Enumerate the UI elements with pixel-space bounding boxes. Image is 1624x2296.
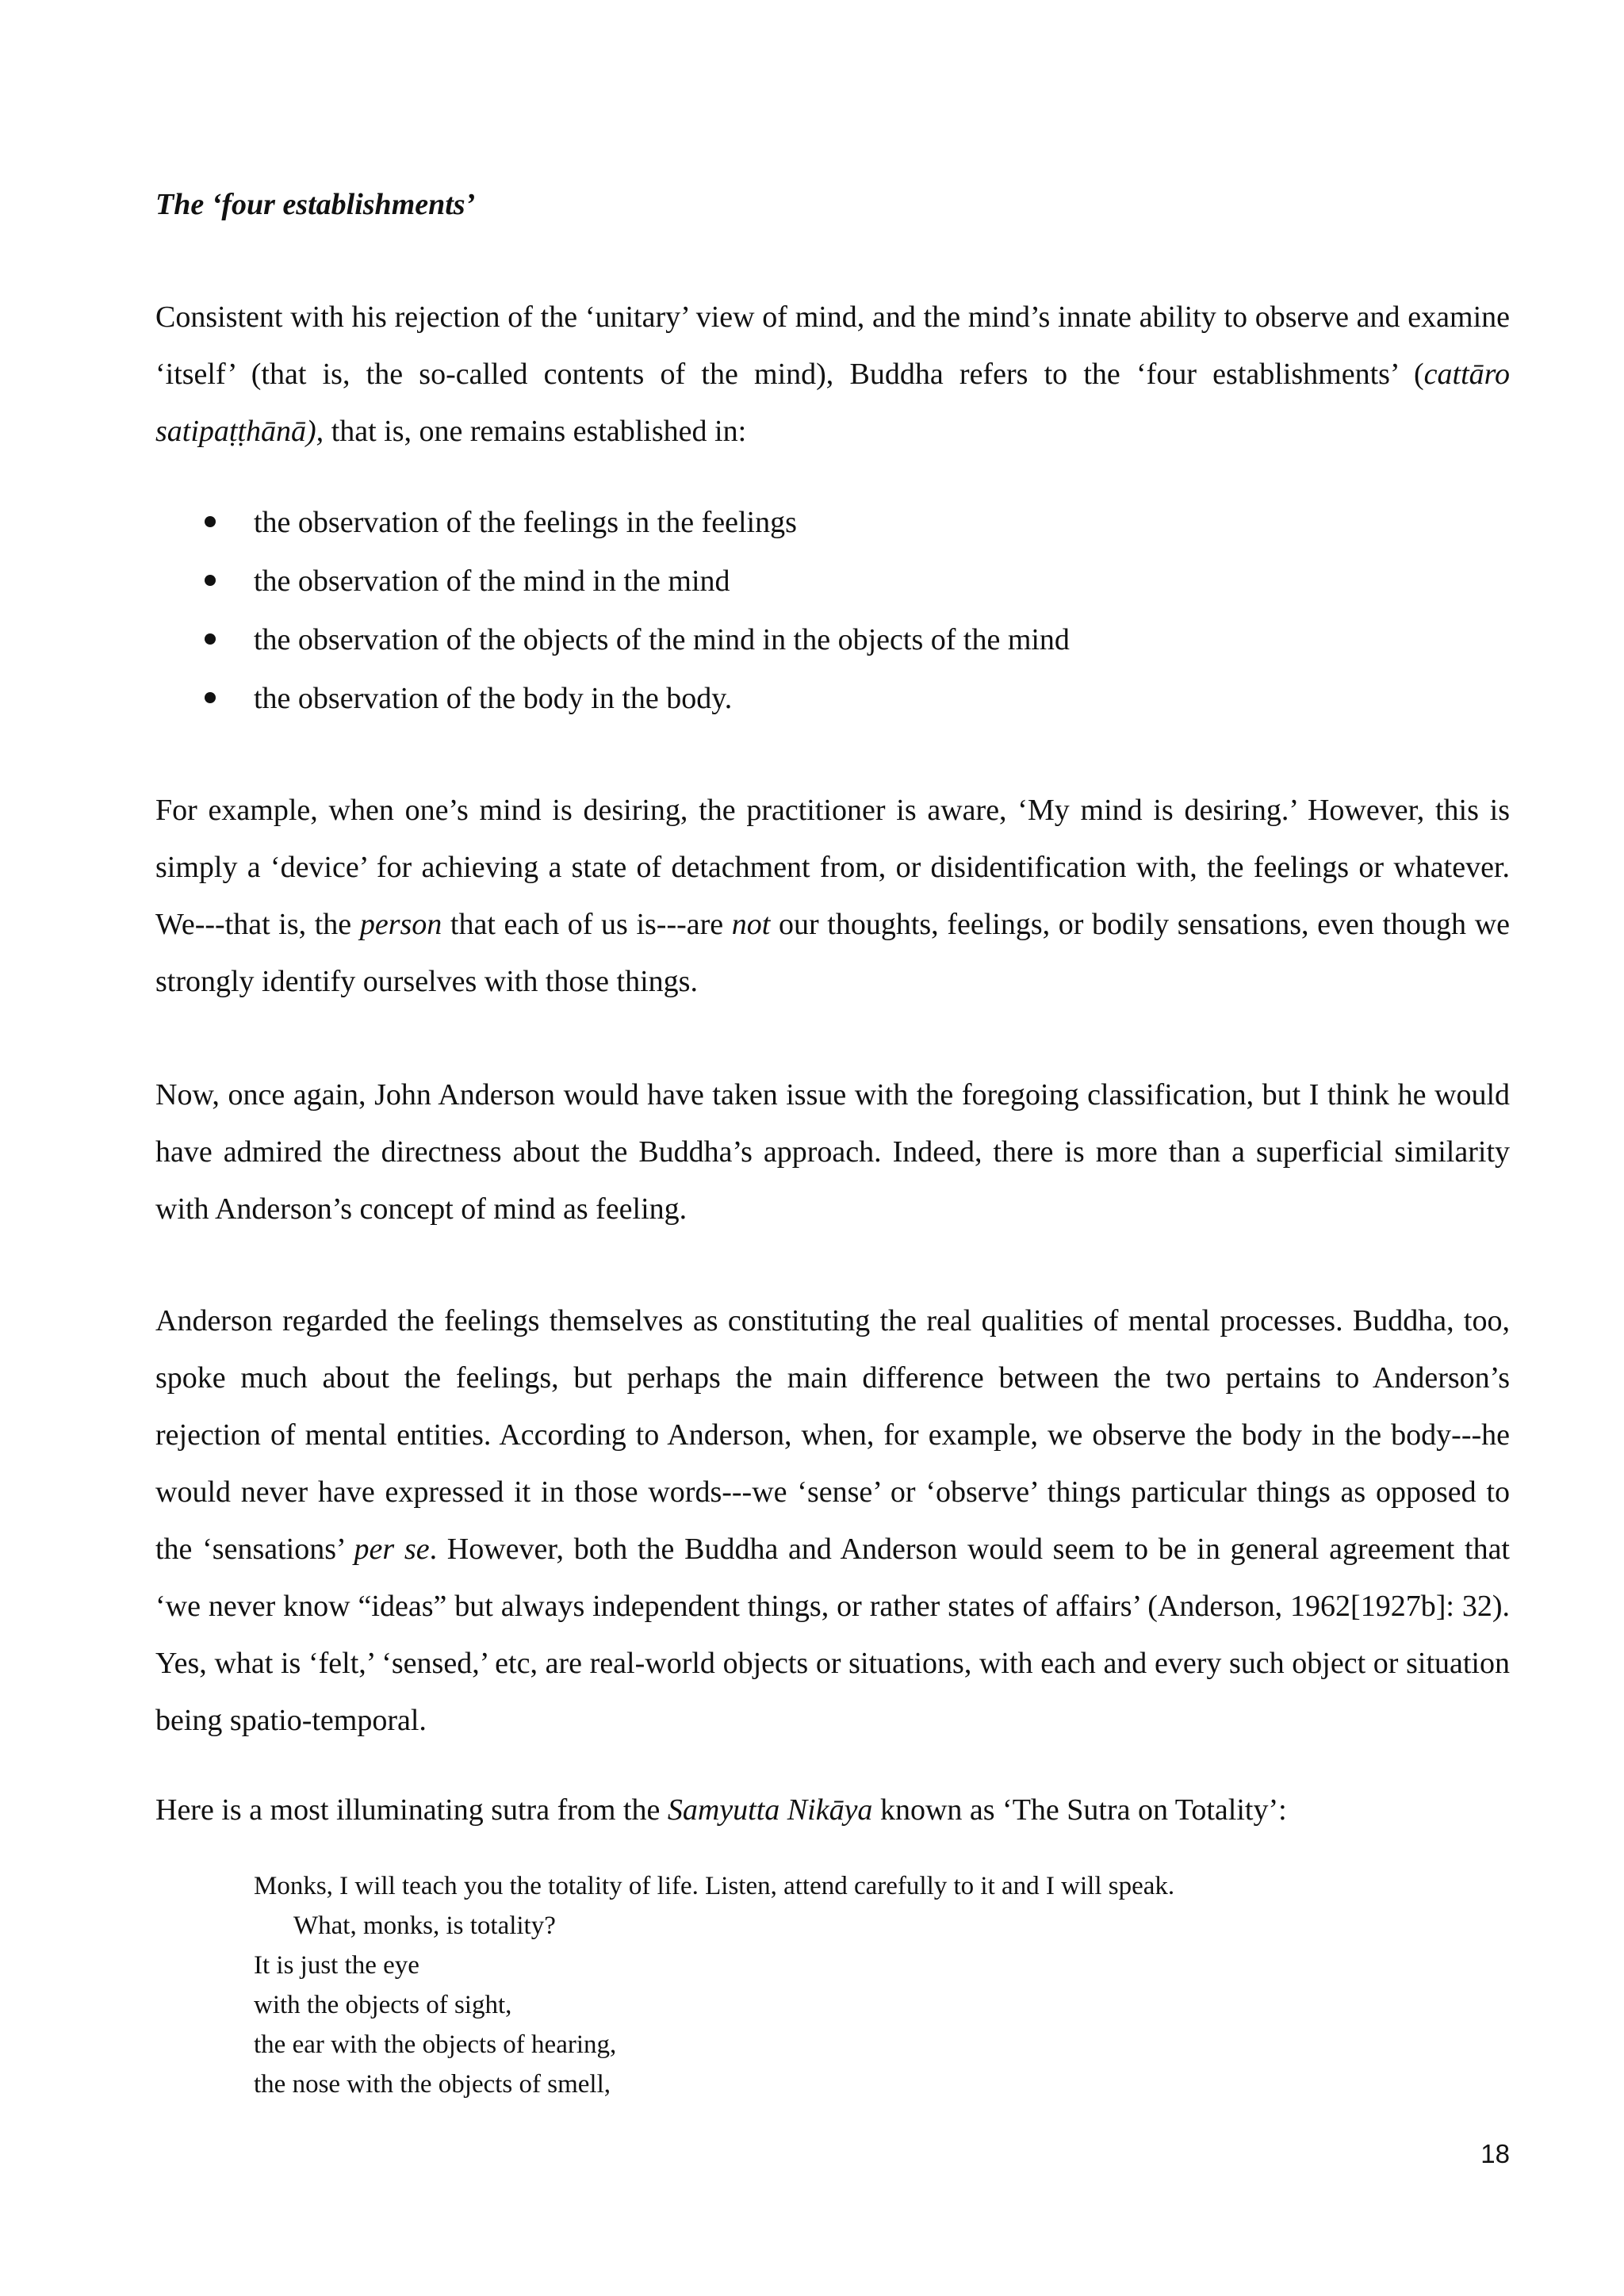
paragraph-intro-pali-term: cattāro satipaṭṭhānā),	[155, 358, 1510, 448]
paragraph-example-text-2: that each of us is---are	[442, 908, 732, 941]
bullet-dot-icon	[205, 633, 216, 645]
quote-line: the nose with the objects of smell,	[254, 2070, 611, 2099]
paragraph-sutra-intro-text-2: known as ‘The Sutra on Totality’:	[872, 1793, 1287, 1827]
bullet-dot-icon	[205, 516, 216, 527]
paragraph-intro-text-end: that is, one remains established in:	[324, 415, 747, 448]
list-item	[155, 669, 1070, 728]
list-item-text: the observation of the mind in the mind	[254, 564, 730, 598]
quote-line: It is just the eye	[254, 1951, 419, 1980]
quote-line: with the objects of sight,	[254, 1991, 512, 2019]
paragraph-feelings	[155, 1292, 1510, 1749]
list-item	[155, 610, 1070, 669]
list-item-text: the observation of the feelings in the feelings	[254, 506, 797, 539]
quote-line: the ear with the objects of hearing,	[254, 2030, 617, 2059]
paragraph-feelings-emphasis: per se	[354, 1533, 430, 1566]
paragraph-sutra-intro	[155, 1781, 1510, 1839]
page-number: 18	[1480, 2139, 1510, 2168]
paragraph-example-emphasis-not: not	[731, 908, 771, 941]
section-heading: The ‘four establishments’	[155, 188, 476, 221]
paragraph-feelings-text-1: Anderson regarded the feelings themselves as constituting the real qualities of mental processes. Buddha, too, spoke much about the feelings, but perhaps the main difference between the two pertains to Anderson’s rejection of mental entities. According to Anderson, when, for example, we observe the body in the body---he would never have expressed it in those words---we ‘sense’ or ‘observe’ things particular things as opposed to the ‘sensations’	[155, 1304, 1510, 1566]
paragraph-example-text-1: For example, when one’s mind is desiring, the practitioner is aware, ‘My mind is desiring.’ However, this is simply a ‘device’ for achieving a state of detachment from, or disidentification with, the feelings or whatever. We---that is, the	[155, 794, 1510, 941]
sutra-source-title: Samyutta Nikāya	[667, 1793, 873, 1827]
establishments-list	[155, 493, 1070, 728]
quote-line: Monks, I will teach you the totality of life. Listen, attend carefully to it and I will speak.	[254, 1872, 1175, 1900]
list-item	[155, 552, 1070, 610]
paragraph-example-text-3: our thoughts, feelings, or bodily sensations, even though we strongly identify ourselves with those things.	[155, 908, 1510, 998]
list-item-text: the observation of the body in the body.	[254, 682, 733, 715]
paragraph-anderson: Now, once again, John Anderson would have taken issue with the foregoing classification, but I think he would have admired the directness about the Buddha’s approach. Indeed, there is more than a superficial similarity with Anderson’s concept of mind as feeling.	[155, 1078, 1510, 1226]
bullet-dot-icon	[205, 692, 216, 703]
sutra-quote	[254, 1866, 1174, 2104]
list-item	[155, 493, 1070, 552]
paragraph-example-emphasis-person: person	[359, 908, 442, 941]
quote-line: What, monks, is totality?	[293, 1911, 556, 1940]
paragraph-feelings-text-2: . However, both the Buddha and Anderson would seem to be in general agreement that ‘we never know “ideas” but always independent things, or rather states of affairs’ (Anderson, 1962[1927b]: 32). Yes, what is ‘felt,’ ‘sensed,’ etc, are real-world objects or situations, with each and every such object or situation being spatio-temporal.	[155, 1533, 1510, 1737]
paragraph-sutra-intro-text-1: Here is a most illuminating sutra from the	[155, 1793, 668, 1827]
list-item-text: the observation of the objects of the mind in the objects of the mind	[254, 623, 1070, 656]
paragraph-intro	[155, 289, 1510, 460]
bullet-dot-icon	[205, 575, 216, 586]
paragraph-example	[155, 782, 1510, 1010]
paragraph-intro-text: Consistent with his rejection of the ‘unitary’ view of mind, and the mind’s innate ability to observe and examine ‘itself’ (that is, the so-called contents of the mind), Buddha refers to the ‘four establishments’ (	[155, 300, 1510, 391]
